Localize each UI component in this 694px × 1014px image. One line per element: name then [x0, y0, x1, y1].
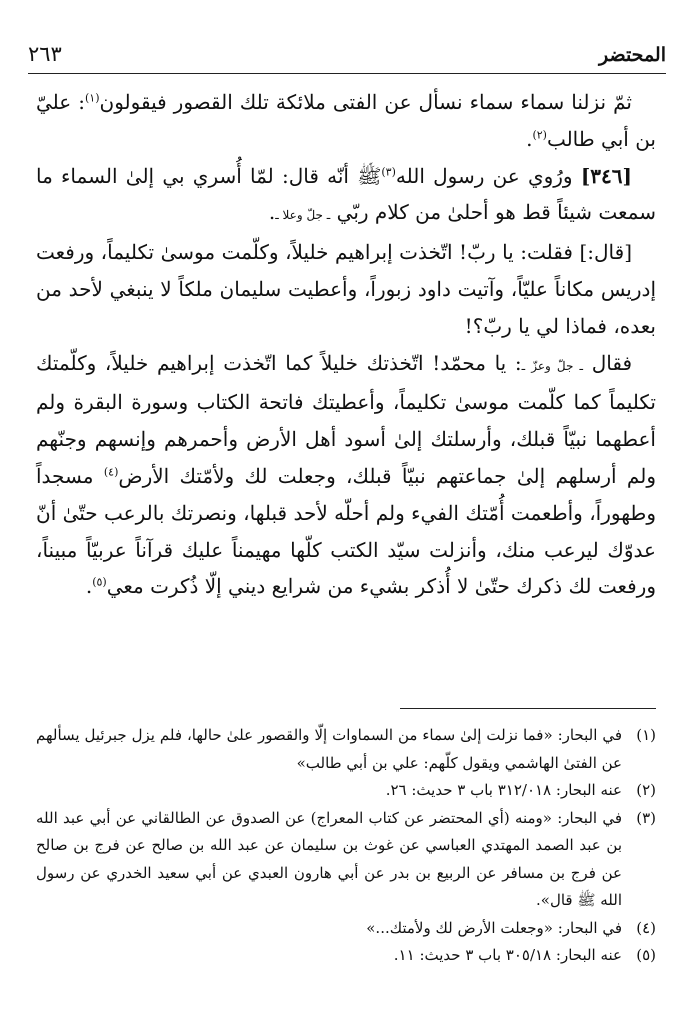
footnote-number: (٢)	[636, 781, 656, 799]
footnote-number: (٤)	[636, 918, 656, 937]
footnote-text: في البحار: «فما نزلت إلىٰ سماء من السماوات إلّا والقصور علىٰ حالها، فلم يزل جبرئيل يسألهم عن الفتىٰ الهاشمي ويقول كلّهم: علي بن أبي طالب»	[36, 726, 622, 772]
footnote-number: (١)	[636, 726, 656, 744]
footnote-text: في البحار: «وجعلت الأرض لك ولأمتك...»	[366, 918, 622, 937]
main-text	[36, 84, 656, 605]
hadith-number: [٣٤٦]	[580, 163, 632, 188]
salawat-symbol: ﷺ	[357, 163, 382, 188]
footnote-ref-3[interactable]: (٣)	[381, 164, 396, 178]
paragraph-1: ثمّ نزلنا سماء سماء نسأل عن الفتى ملائكة تلك القصور فيقولون$^{(١)}$: عليّ بن أبي طالب$^{(٢)}$.	[36, 90, 656, 151]
paragraph-3: [قال:] فقلت: يا ربّ! اتّخذت إبراهيم خليلاً، وكلّمت موسىٰ تكليماً، ورفعت إدريس مكاناً عليّاً، وآتيت داود زبوراً، وأعطيت سليمان ملكاً لا ينبغي لأحد من بعده، فماذا لي يا ربّ؟!	[36, 240, 656, 338]
footnote-text: في البحار: «ومنه (أي المحتضر عن كتاب المعراج) عن الصدوق عن الطالقاني عن أبي عبد الله بن عبد الصمد المهتدي العباسي عن غوث بن سليمان عن عبد الله بن صالح عن فرج بن صالح عن فرج بن مسافر عن الربيع بن بدر عن أبي هارون العبدي عن أبي سعيد الخدري عن رسول الله ﷺ قال».	[36, 808, 622, 909]
hadith-346: [٣٤٦] ورُوي عن رسول الله$^{(٣)}$ﷺ أنّه قال: لمّا أُسري بي إلىٰ السماء ما سمعت شيئاً قط هو أحلىٰ من كلام ربّي ـ جلّ وعلا ـ.	[36, 163, 656, 225]
footnote-ref-4[interactable]: (٤)	[103, 465, 119, 479]
page-header	[28, 40, 666, 74]
footnote-ref-1[interactable]: (١)	[84, 91, 100, 105]
paragraph-4: فقال ـ جلّ وعزّ ـ: يا محمّد! اتّخذتك خليلاً كما اتّخذت إبراهيم خليلاً، وكلّمتك تكليماً كما كلّمت موسىٰ تكليماً، وأعطيتك فاتحة الكتاب وسورة البقرة ولم أعطهما نبيّاً قبلك، وأرسلتك إلىٰ أسود أهل الأرض وأحمرهم وإنسهم وجنّهم ولم أرسلهم إلىٰ جماعتهم نبيّاً قبلك، وجعلت لك ولأمّتك الأرض$^{(٤)}$ مسجداً وطهوراً، وأطعمت أُمّتك الفيء ولم أحلّه لأحد قبلها، ونصرتك بالرعب حتّىٰ أنّ عدوّك ليرعب منك، وأنزلت سيّد الكتب كلّها مهيمناً عليك قرآناً عربيّاً مبيناً، ورفعت لك ذكرك حتّىٰ لا أُذكر بشيء من شرايع ديني إلّا ذُكرت معي$^{(٥)}$.	[36, 350, 656, 599]
page-number: ٢٦٣	[28, 42, 62, 66]
footnote-ref-5[interactable]: (٥)	[92, 575, 107, 589]
footnote-3	[36, 805, 656, 915]
footnote-text: عنه البحار: ٣١٢/٠١٨ باب ٣ حديث: ٢٦.	[385, 781, 622, 799]
footnote-number: (٣)	[636, 808, 656, 827]
footnote-ref-2[interactable]: (٢)	[532, 128, 547, 142]
footnote-4	[36, 915, 656, 943]
footnotes	[36, 722, 656, 970]
footnote-number: (٥)	[636, 946, 656, 964]
footnote-text: عنه البحار: ٣٠٥/١٨ باب ٣ حديث: ١١.	[393, 946, 622, 964]
footnote-divider	[400, 708, 656, 709]
footnote-5	[36, 942, 656, 970]
footnote-1	[36, 722, 656, 777]
header-divider	[28, 73, 666, 74]
footnote-2	[36, 777, 656, 805]
running-title: المحتضر	[598, 44, 666, 66]
